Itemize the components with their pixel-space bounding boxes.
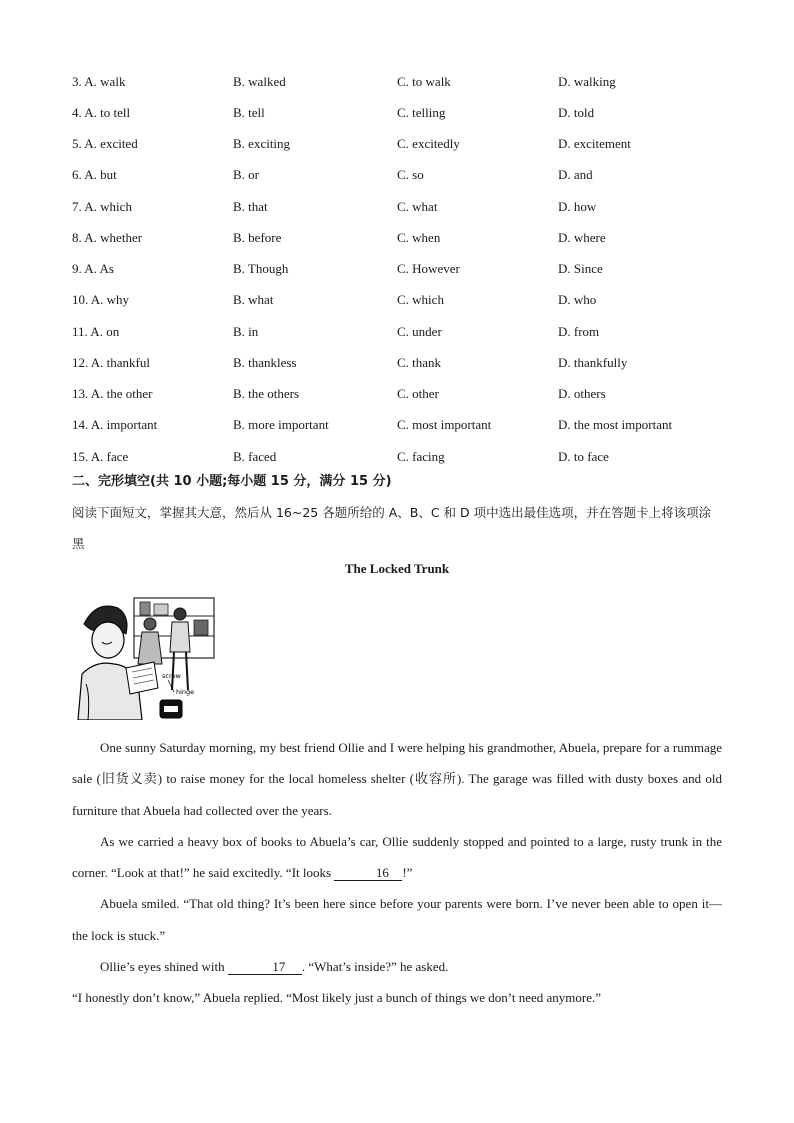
option-row [72, 160, 732, 191]
option-d: D. thankfully [558, 354, 628, 370]
option-row [72, 379, 732, 410]
option-c: C. to walk [397, 73, 451, 89]
section-heading: 二、完形填空(共 10 小题;每小题 15 分，满分 15 分) [72, 474, 392, 489]
option-c: C. telling [397, 104, 446, 120]
option-c: C. what [397, 198, 438, 214]
option-a: 8. A. whether [72, 229, 143, 245]
option-b: B. Though [233, 261, 289, 277]
option-c: C. excitedly [397, 136, 460, 152]
option-a: 3. A. walk [72, 73, 126, 89]
option-b: B. walked [233, 73, 286, 89]
story-illustration [76, 594, 216, 720]
option-a: 7. A. which [72, 198, 132, 214]
option-row [72, 191, 732, 222]
story-text: . “What’s inside?” he asked. [301, 959, 449, 975]
option-a: 9. A. As [72, 261, 114, 277]
option-b: B. or [233, 167, 259, 183]
section-instructions: 阅读下面短文，掌握其大意，然后从 16~25 各题所给的 A、B、C 和 D 项中选出最佳选项，并在答题卡上将该项涂黑 [72, 505, 712, 551]
option-row [72, 66, 732, 97]
option-c: C. which [397, 292, 444, 308]
option-d: D. from [558, 323, 600, 339]
option-d: D. how [558, 198, 597, 214]
option-b: B. thankless [233, 354, 297, 370]
story-text: Ollie’s eyes shined with [100, 959, 228, 975]
option-row [72, 129, 732, 160]
option-a: 14. A. important [72, 417, 158, 433]
answer-options-table [72, 66, 732, 472]
option-c: C. other [397, 386, 439, 402]
option-b: B. faced [233, 448, 277, 464]
story-paragraph: Abuela smiled. “That old thing? It’s been here since before your parents were born. I’ve never been able to open it—the lock is stuck.” [72, 896, 722, 943]
option-a: 11. A. on [72, 323, 120, 339]
option-a: 13. A. the other [72, 386, 153, 402]
option-d: D. to face [558, 448, 609, 464]
option-a: 15. A. face [72, 448, 129, 464]
option-c: C. thank [397, 354, 442, 370]
story-text: !” [402, 865, 413, 881]
story-title: The Locked Trunk [344, 561, 450, 576]
option-c: C. when [397, 229, 441, 245]
option-row [72, 254, 732, 285]
option-b: B. what [233, 292, 274, 308]
option-a: 10. A. why [72, 292, 130, 308]
option-row [72, 222, 732, 253]
option-row [72, 97, 732, 128]
label-hinge: hinge [176, 688, 195, 696]
option-c: C. facing [397, 448, 445, 464]
option-b: B. in [233, 323, 259, 339]
option-d: D. where [558, 229, 606, 245]
option-d: D. told [558, 104, 595, 120]
option-row [72, 410, 732, 441]
option-row [72, 316, 732, 347]
option-d: D. walking [558, 73, 616, 89]
option-row [72, 285, 732, 316]
story-body [72, 732, 722, 1014]
option-c: C. so [397, 167, 424, 183]
option-row [72, 347, 732, 378]
story-paragraph: “I honestly don’t know,” Abuela replied. “Most likely just a bunch of things we don’t need anymore.” [72, 990, 602, 1006]
option-d: D. Since [558, 261, 603, 277]
option-d: D. excitement [558, 136, 631, 152]
label-screw: screw [162, 672, 181, 680]
option-a: 6. A. but [72, 167, 117, 183]
story-paragraph [72, 951, 722, 982]
option-d: D. others [558, 386, 606, 402]
option-b: B. more important [233, 417, 329, 433]
option-d: D. and [558, 167, 593, 183]
story-text: As we carried a heavy box of books to Abuela’s car, Ollie suddenly stopped and pointed to a large, rusty trunk in the corner. “Look at that!” he said excitedly. “It looks [72, 833, 722, 881]
option-b: B. before [233, 229, 282, 245]
option-row [72, 441, 732, 472]
option-b: B. the others [233, 386, 300, 402]
option-b: B. that [233, 198, 268, 214]
option-b: B. tell [233, 104, 265, 120]
story-paragraph [72, 826, 722, 889]
blank-17: 17 [228, 960, 302, 975]
option-b: B. exciting [233, 136, 291, 152]
option-d: D. who [558, 292, 597, 308]
option-a: 4. A. to tell [72, 104, 131, 120]
option-c: C. under [397, 323, 442, 339]
option-a: 5. A. excited [72, 136, 138, 152]
option-c: C. However [397, 261, 460, 277]
option-a: 12. A. thankful [72, 354, 150, 370]
option-c: C. most important [397, 417, 492, 433]
story-paragraph: One sunny Saturday morning, my best friend Ollie and I were helping his grandmother, Abuela, prepare for a rummage sale (旧货义卖) to raise money for the local homeless shelter (收容所). The garage was filled with dusty boxes and old furniture that Abuela had collected over the years. [72, 740, 722, 818]
blank-16: 16 [334, 866, 402, 881]
option-d: D. the most important [558, 417, 673, 433]
